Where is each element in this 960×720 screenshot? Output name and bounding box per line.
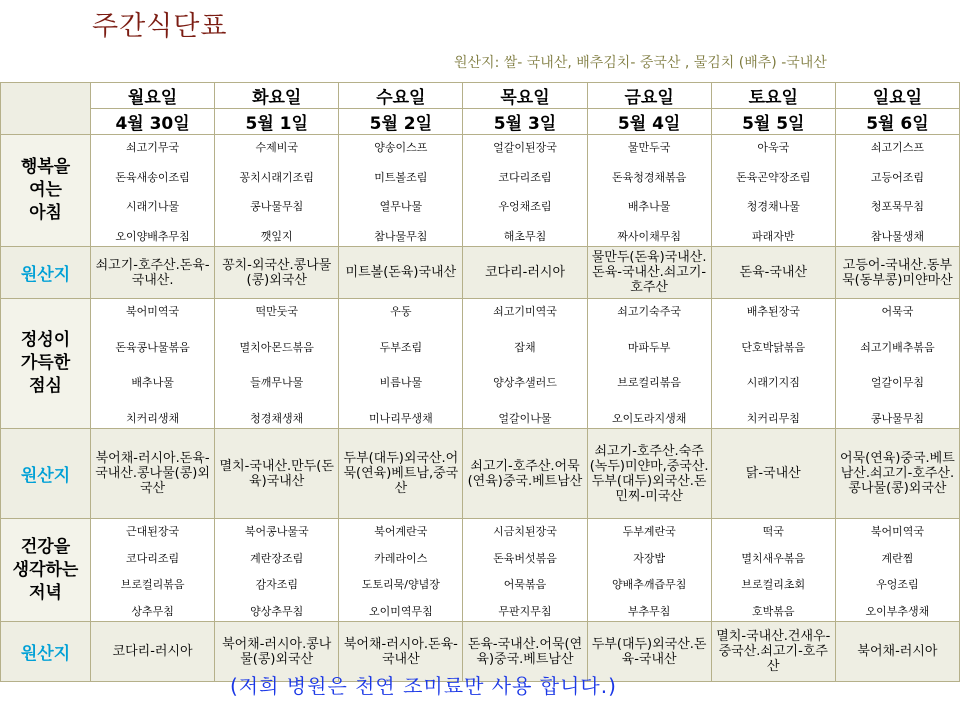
meal-label-line: 점심 bbox=[29, 376, 62, 396]
menu-item: 돈육곤약장조림 bbox=[736, 170, 811, 184]
menu-cell bbox=[91, 135, 215, 247]
menu-item: 꽁치시래기조림 bbox=[239, 170, 314, 184]
origin-label: 원산지 bbox=[1, 247, 91, 299]
menu-item: 마파두부 bbox=[627, 340, 671, 354]
meal-label bbox=[1, 519, 91, 622]
menu-item: 근대된장국 bbox=[126, 525, 180, 538]
origin-cell: 쇠고기-호주산.어묵(연육)중국.베트남산 bbox=[463, 429, 587, 519]
menu-item: 북어미역국 bbox=[870, 525, 924, 538]
menu-cell bbox=[587, 135, 711, 247]
menu-item-list bbox=[91, 519, 214, 621]
menu-item: 시래기나물 bbox=[126, 200, 180, 214]
menu-item: 콩나물무침 bbox=[250, 200, 304, 214]
meal-label bbox=[1, 135, 91, 247]
meal-label bbox=[1, 299, 91, 429]
menu-item: 잡채 bbox=[514, 340, 536, 354]
origin-cell: 쇠고기-호주산.숙주(녹두)미얀마,중국산.두부(대두)외국산.돈민찌-미국산 bbox=[587, 429, 711, 519]
menu-item: 쇠고기미역국 bbox=[493, 305, 557, 318]
menu-item: 얼갈이나물 bbox=[498, 411, 552, 425]
menu-item: 떡국 bbox=[762, 525, 784, 538]
menu-item: 브로컬리볶음 bbox=[120, 578, 185, 592]
meal-label-line: 건강을 bbox=[20, 536, 71, 557]
meal-food-row bbox=[1, 299, 960, 429]
menu-item: 쇠고기숙주국 bbox=[617, 305, 682, 318]
menu-item: 비름나물 bbox=[379, 376, 423, 390]
menu-item: 브로컬리볶음 bbox=[617, 376, 682, 390]
menu-cell bbox=[835, 299, 959, 429]
menu-item: 깻잎지 bbox=[260, 229, 293, 243]
menu-item: 무판지무침 bbox=[498, 604, 552, 618]
menu-item: 쇠고기무국 bbox=[126, 141, 180, 154]
origin-row bbox=[1, 429, 960, 519]
menu-cell bbox=[711, 135, 835, 247]
menu-item: 코다리조림 bbox=[498, 170, 552, 184]
menu-item: 수제비국 bbox=[255, 141, 298, 154]
menu-cell bbox=[91, 519, 215, 622]
menu-item: 돈육콩나물볶음 bbox=[115, 340, 190, 354]
menu-item: 청경채생채 bbox=[250, 411, 304, 425]
origin-cell: 북어채-러시아.돈육-국내산 bbox=[339, 622, 463, 682]
menu-item: 단호박닭볶음 bbox=[741, 340, 806, 354]
menu-item: 쇠고기스프 bbox=[870, 141, 924, 154]
origin-cell: 코다리-러시아 bbox=[91, 622, 215, 682]
menu-item-list bbox=[91, 135, 214, 246]
menu-item-list bbox=[215, 135, 338, 246]
menu-cell bbox=[339, 519, 463, 622]
menu-item: 치커리생채 bbox=[126, 411, 180, 425]
menu-item: 파래자반 bbox=[752, 229, 795, 243]
menu-item: 멸치새우볶음 bbox=[741, 551, 806, 565]
menu-item: 도토리묵/양념장 bbox=[361, 578, 440, 592]
menu-item: 떡만둣국 bbox=[255, 305, 298, 318]
date-label: 5월 5일 bbox=[711, 109, 835, 135]
menu-item: 양상추샐러드 bbox=[493, 376, 557, 390]
meal-label-line: 가득한 bbox=[20, 353, 71, 373]
meal-label-line: 아침 bbox=[29, 203, 62, 223]
origin-cell: 북어채-러시아 bbox=[835, 622, 959, 682]
menu-item-list bbox=[463, 299, 586, 428]
menu-item: 우동 bbox=[390, 305, 412, 318]
meal-label-line: 여는 bbox=[29, 180, 62, 200]
origin-cell: 고등어-국내산.동부묵(동부콩)미얀마산 bbox=[835, 247, 959, 299]
menu-item-list bbox=[463, 135, 586, 246]
day-name: 월요일 bbox=[91, 83, 215, 109]
menu-item-list bbox=[339, 299, 462, 428]
menu-item: 북어계란국 bbox=[374, 525, 428, 538]
date-label: 5월 2일 bbox=[339, 109, 463, 135]
origin-cell: 어묵(연육)중국.베트남산.쇠고기-호주산.콩나물(콩)외국산 bbox=[835, 429, 959, 519]
origin-cell: 두부(대두)외국산.어묵(연육)베트남,중국산 bbox=[339, 429, 463, 519]
day-name: 화요일 bbox=[215, 83, 339, 109]
date-label: 5월 3일 bbox=[463, 109, 587, 135]
menu-item: 상추무침 bbox=[131, 604, 174, 618]
origin-cell: 두부(대두)외국산.돈육-국내산 bbox=[587, 622, 711, 682]
menu-item: 얼갈이된장국 bbox=[493, 141, 557, 154]
origin-cell: 멸치-국내산.건새우-중국산.쇠고기-호주산 bbox=[711, 622, 835, 682]
menu-item: 코다리조림 bbox=[126, 551, 180, 565]
day-name: 토요일 bbox=[711, 83, 835, 109]
menu-item: 계란장조림 bbox=[250, 551, 304, 565]
menu-item: 돈육버섯볶음 bbox=[493, 551, 557, 565]
menu-item: 배추나물 bbox=[627, 200, 671, 214]
date-label: 5월 1일 bbox=[215, 109, 339, 135]
menu-cell bbox=[835, 135, 959, 247]
origin-cell: 닭-국내산 bbox=[711, 429, 835, 519]
menu-cell bbox=[587, 299, 711, 429]
menu-item-list bbox=[836, 519, 959, 621]
menu-item: 양송이스프 bbox=[374, 141, 428, 154]
origin-cell: 꽁치-외국산.콩나물(콩)외국산 bbox=[215, 247, 339, 299]
menu-item-list bbox=[588, 519, 711, 621]
menu-cell bbox=[463, 135, 587, 247]
origin-note: 원산지: 쌀- 국내산, 배추김치- 중국산 , 물김치 (배추) -국내산 bbox=[454, 55, 827, 71]
menu-item-list bbox=[91, 299, 214, 428]
menu-cell bbox=[463, 519, 587, 622]
menu-item-list bbox=[339, 519, 462, 621]
origin-cell: 미트볼(돈육)국내산 bbox=[339, 247, 463, 299]
menu-cell bbox=[339, 299, 463, 429]
meal-food-row bbox=[1, 135, 960, 247]
menu-item: 해초무침 bbox=[503, 229, 547, 243]
menu-item: 물만두국 bbox=[627, 141, 671, 154]
menu-item-list bbox=[712, 299, 835, 428]
menu-cell bbox=[91, 299, 215, 429]
menu-cell bbox=[587, 519, 711, 622]
menu-item: 배추된장국 bbox=[746, 305, 800, 318]
origin-cell: 코다리-러시아 bbox=[463, 247, 587, 299]
menu-item: 부추무침 bbox=[627, 604, 671, 618]
menu-item: 미트볼조림 bbox=[374, 170, 428, 184]
menu-cell bbox=[215, 135, 339, 247]
menu-item: 참나물무침 bbox=[374, 229, 428, 243]
origin-cell: 쇠고기-호주산.돈육-국내산. bbox=[91, 247, 215, 299]
day-name: 금요일 bbox=[587, 83, 711, 109]
menu-cell bbox=[711, 299, 835, 429]
meal-label-line: 정성이 bbox=[20, 330, 71, 350]
menu-item: 치커리무침 bbox=[746, 411, 800, 425]
menu-item: 양배추깨즙무침 bbox=[611, 578, 687, 592]
meal-label-line: 저녁 bbox=[29, 582, 62, 603]
menu-item: 멸치아몬드볶음 bbox=[239, 340, 314, 354]
menu-item: 돈육청경채볶음 bbox=[611, 170, 687, 184]
menu-item: 아욱국 bbox=[757, 141, 790, 154]
menu-item: 오이미역무침 bbox=[368, 604, 433, 618]
menu-cell bbox=[215, 299, 339, 429]
menu-item-list bbox=[836, 135, 959, 246]
origin-row bbox=[1, 247, 960, 299]
menu-item: 콩나물무침 bbox=[870, 411, 924, 425]
footer-note: (저희 병원은 천연 조미료만 사용 합니다.) bbox=[230, 674, 617, 698]
page-title: 주간식단표 bbox=[92, 11, 228, 42]
menu-item: 우엉채조림 bbox=[498, 200, 552, 214]
menu-item: 청포묵무침 bbox=[870, 200, 924, 214]
weekly-menu-table bbox=[0, 82, 960, 682]
menu-cell bbox=[215, 519, 339, 622]
meal-label-line: 행복을 bbox=[20, 157, 71, 177]
menu-cell bbox=[463, 299, 587, 429]
menu-item: 쇠고기배추볶음 bbox=[860, 340, 935, 354]
corner-cell bbox=[1, 83, 91, 135]
menu-item-list bbox=[712, 135, 835, 246]
origin-cell: 멸치-국내산.만두(돈육)국내산 bbox=[215, 429, 339, 519]
menu-item: 브로컬리초회 bbox=[741, 578, 806, 592]
menu-cell bbox=[339, 135, 463, 247]
menu-item-list bbox=[588, 135, 711, 246]
meal-label-line: 생각하는 bbox=[12, 559, 79, 580]
menu-item: 배추나물 bbox=[131, 376, 174, 390]
date-label: 5월 4일 bbox=[587, 109, 711, 135]
menu-item: 두부계란국 bbox=[622, 525, 676, 538]
menu-item: 미나리무생채 bbox=[368, 411, 433, 425]
menu-item: 짜사이채무침 bbox=[617, 229, 682, 243]
menu-item: 우엉조림 bbox=[876, 578, 919, 592]
menu-item: 카레라이스 bbox=[374, 551, 428, 565]
origin-cell: 돈육-국내산 bbox=[711, 247, 835, 299]
menu-item: 청경채나물 bbox=[746, 200, 800, 214]
menu-item: 얼갈이무침 bbox=[870, 376, 924, 390]
menu-item: 참나물생채 bbox=[870, 229, 924, 243]
origin-label: 원산지 bbox=[1, 622, 91, 682]
menu-item-list bbox=[836, 299, 959, 428]
menu-item: 열무나물 bbox=[379, 200, 423, 214]
menu-item: 시래기지짐 bbox=[746, 376, 800, 390]
meal-food-row bbox=[1, 519, 960, 622]
menu-cell bbox=[835, 519, 959, 622]
menu-item: 돈육새송이조림 bbox=[115, 170, 190, 184]
origin-cell: 북어채-러시아.돈육-국내산.콩나물(콩)외국산 bbox=[91, 429, 215, 519]
day-name: 목요일 bbox=[463, 83, 587, 109]
menu-cell bbox=[711, 519, 835, 622]
date-label: 4월 30일 bbox=[91, 109, 215, 135]
date-header-row bbox=[1, 109, 960, 135]
day-header-row bbox=[1, 83, 960, 109]
menu-item: 고등어조림 bbox=[870, 170, 924, 184]
menu-item: 들깨무나물 bbox=[250, 376, 304, 390]
menu-item: 오이도라지생채 bbox=[611, 411, 687, 425]
menu-item: 두부조림 bbox=[379, 340, 423, 354]
menu-item: 양상추무침 bbox=[250, 604, 304, 618]
menu-item-list bbox=[588, 299, 711, 428]
origin-cell: 돈육-국내산.어묵(연육)중국.베트남산 bbox=[463, 622, 587, 682]
menu-item: 오이양배추무침 bbox=[115, 229, 190, 243]
day-name: 수요일 bbox=[339, 83, 463, 109]
menu-item-list bbox=[463, 519, 586, 621]
menu-item: 호박볶음 bbox=[752, 604, 795, 618]
menu-item: 계란찜 bbox=[881, 551, 914, 565]
menu-item: 북어미역국 bbox=[126, 305, 180, 318]
menu-item: 자장밥 bbox=[633, 551, 666, 565]
menu-item: 시금치된장국 bbox=[493, 525, 557, 538]
day-name: 일요일 bbox=[835, 83, 959, 109]
menu-item-list bbox=[712, 519, 835, 621]
menu-item-list bbox=[215, 299, 338, 428]
origin-label: 원산지 bbox=[1, 429, 91, 519]
menu-item: 오이부추생채 bbox=[865, 604, 930, 618]
menu-item: 어묵볶음 bbox=[503, 578, 547, 592]
date-label: 5월 6일 bbox=[835, 109, 959, 135]
menu-item-list bbox=[215, 519, 338, 621]
menu-item: 북어콩나물국 bbox=[244, 525, 309, 538]
menu-item: 감자조림 bbox=[255, 578, 298, 592]
menu-item: 어묵국 bbox=[881, 305, 914, 318]
origin-cell: 북어채-러시아.콩나물(콩)외국산 bbox=[215, 622, 339, 682]
menu-item-list bbox=[339, 135, 462, 246]
origin-cell: 물만두(돈육)국내산.돈육-국내산.쇠고기-호주산 bbox=[587, 247, 711, 299]
